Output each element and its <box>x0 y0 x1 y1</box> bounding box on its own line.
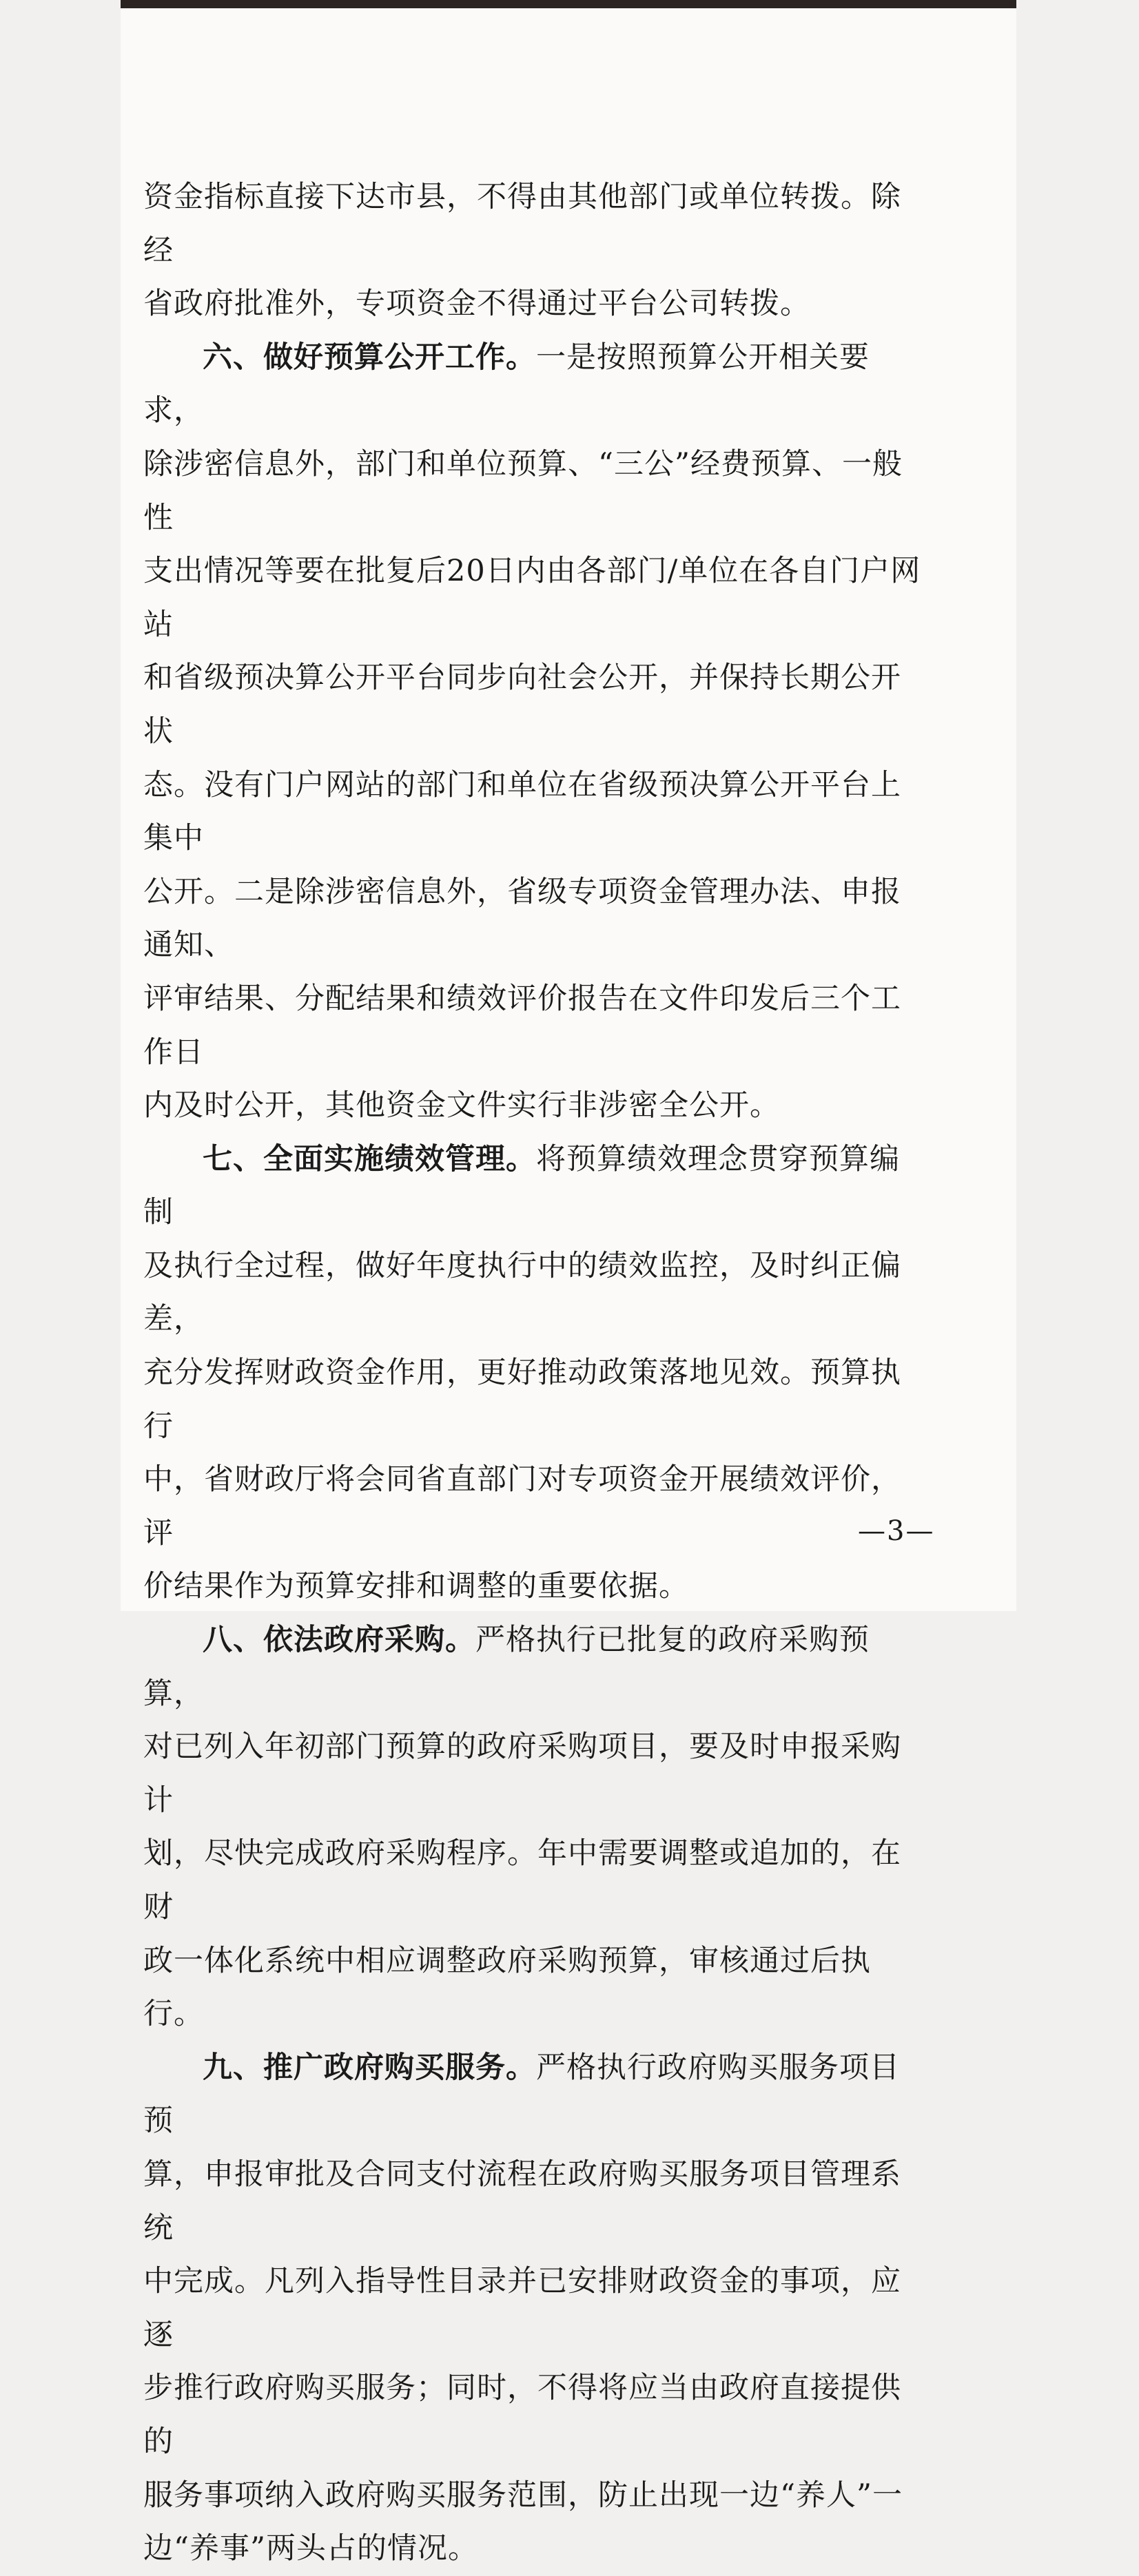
line: 公开。二是除涉密信息外，省级专项资金管理办法、申报通知、 <box>143 874 901 963</box>
paragraph-continuation <box>143 171 929 331</box>
line: 及执行全过程，做好年度执行中的绩效监控，及时纠正偏差， <box>143 1248 901 1337</box>
page-top-edge <box>121 0 1016 8</box>
line: 将预算绩效理念贯穿预算编制 <box>143 1141 900 1230</box>
line: 算，申报审批及合同支付流程在政府购买服务项目管理系统 <box>143 2157 901 2245</box>
paragraph-performance-management <box>143 1133 929 1614</box>
line: 和省级预决算公开平台同步向社会公开，并保持长期公开状 <box>143 661 901 749</box>
line: 支出情况等要在批复后20日内由各部门/单位在各自门户网站 <box>143 554 921 642</box>
paragraph-government-procurement <box>143 1614 929 2042</box>
section-heading: 六、做好预算公开工作。 <box>203 340 536 375</box>
line: 内及时公开，其他资金文件实行非涉密全公开。 <box>143 1088 780 1123</box>
line: 充分发挥财政资金作用，更好推动政策落地见效。预算执行 <box>143 1355 901 1444</box>
line: 中完成。凡列入指导性目录并已安排财政资金的事项，应逐 <box>143 2264 901 2352</box>
section-heading: 七、全面实施绩效管理。 <box>203 1141 536 1176</box>
line: 评审结果、分配结果和绩效评价报告在文件印发后三个工作日 <box>143 981 901 1070</box>
line: 省政府批准外，专项资金不得通过平台公司转拨。 <box>143 287 810 322</box>
document-body <box>143 171 929 2576</box>
line: 严格执行已批复的政府采购预算， <box>143 1623 870 1711</box>
page-number: —3— <box>858 1515 935 1547</box>
line: 边“养事”两头占的情况。 <box>143 2531 478 2566</box>
line: 除涉密信息外，部门和单位预算、“三公”经费预算、一般性 <box>143 446 903 535</box>
line: 服务事项纳入政府购买服务范围，防止出现一边“养人”一 <box>143 2478 903 2513</box>
paragraph-budget-disclosure <box>143 331 929 1133</box>
line: 资金指标直接下达市县，不得由其他部门或单位转拨。除经 <box>143 180 901 268</box>
line: 对已列入年初部门预算的政府采购项目，要及时申报采购计 <box>143 1730 901 1818</box>
section-heading: 九、推广政府购买服务。 <box>203 2050 536 2085</box>
paragraph-purchase-services <box>143 2042 929 2576</box>
line: 中，省财政厅将会同省直部门对专项资金开展绩效评价，评 <box>143 1462 901 1550</box>
line: 态。没有门户网站的部门和单位在省级预决算公开平台上集中 <box>143 767 901 856</box>
line: 严格执行政府购买服务项目预 <box>143 2050 900 2139</box>
line: 价结果作为预算安排和调整的重要依据。 <box>143 1569 689 1604</box>
section-heading: 八、依法政府采购。 <box>203 1623 475 1658</box>
line: 政一体化系统中相应调整政府采购预算，审核通过后执行。 <box>143 1943 871 2032</box>
line: 划，尽快完成政府采购程序。年中需要调整或追加的，在财 <box>143 1836 901 1924</box>
line: 一是按照预算公开相关要求， <box>143 340 870 428</box>
line: 步推行政府购买服务；同时，不得将应当由政府直接提供的 <box>143 2371 901 2459</box>
